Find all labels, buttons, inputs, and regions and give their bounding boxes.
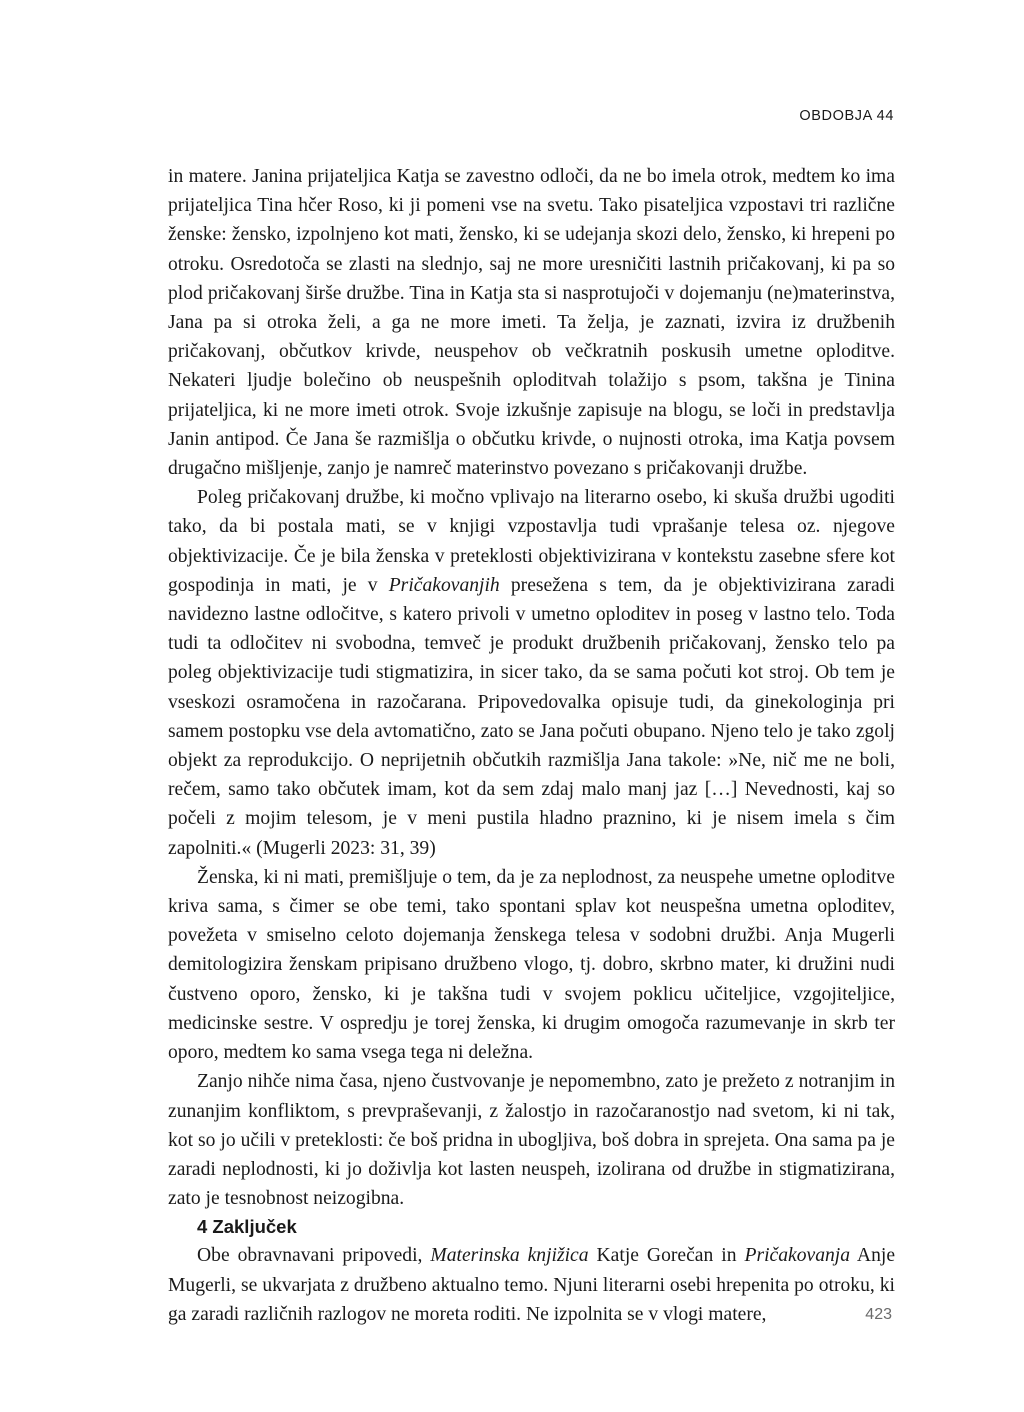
paragraph-4-text: Zanjo nihče nima časa, njeno čustvovanje je nepomembno, zato je prežeto z notranjim in zunanjim konfliktom, s prevpraševanji, z žalostjo in razočaranostjo nad svetom, ki ni tak, kot so jo učili v preteklosti: če boš pridna in ubogljiva, boš dobra in sprejeta. Ona sama pa je zaradi neplodnosti, ki jo doživlja kot lasten neuspeh, izolirana od družbe in stigmatizirana, zato je tesnobnost neizogibna. (168, 1071, 895, 1210)
paragraph-5-text-c: Anje Mugerli, se ukvarjata z družbeno aktualno temo. Njuni literarni osebi hrepenita po otroku, ki ga zaradi različnih razlogov ne moreta roditi. Ne izpolnita se v vlogi matere, (168, 1245, 896, 1325)
book-title-materinska-knjizica: Materinska knjižica (430, 1245, 589, 1267)
paragraph-2-text-b: presežena s tem, da je objektivizirana zaradi navidezno lastne odločitve, s katero privoli v umetno oploditev in poseg v lastno telo. Toda tudi ta odločitev ni svobodna, temveč je produkt družbenih pričakovanj, žensko telo pa poleg objektivizacije tudi stigmatizira, in sicer tako, da se sama počuti kot stroj. Ob tem je vseskozi osramočena in razočarana. Pripovedovalka opisuje tudi, da ginekologinja pri samem postopku vse dela avtomatično, zato se Jana počuti obupano. Njeno telo je tako zgolj objekt za reprodukcijo. O neprijetnih občutkih razmišlja Jana takole: »Ne, nič me ne boli, rečem, samo tako občutek imam, kot da sem zdaj malo manj jaz […] Nevednosti, kaj so počeli z mojim telesom, je v meni pustila hladno praznino, ki je nisem imela s čim zapolniti.« (Mugerli 2023: 31, 39) (168, 574, 895, 859)
book-title-pricakovanjih: Pričakovanjih (388, 574, 500, 596)
paragraph-3 (168, 863, 895, 1067)
section-heading-conclusion (168, 1213, 895, 1241)
paragraph-5-text-b: Katje Gorečan in (588, 1245, 745, 1267)
paragraph-2 (168, 483, 895, 863)
book-title-pricakovanja: Pričakovanja (744, 1245, 851, 1267)
page-number: 423 (865, 1306, 892, 1323)
paragraph-1 (168, 162, 895, 483)
page-body (168, 162, 895, 1329)
paragraph-5 (168, 1241, 895, 1329)
paragraph-1-text: in matere. Janina prijateljica Katja se zavestno odloči, da ne bo imela otrok, medtem ko ima prijateljica Tina hčer Roso, ki ji pomeni vse na svetu. Tako pisateljica vzpostavi tri različne ženske: žensko, izpolnjeno kot mati, žensko, ki se udejanja skozi delo, žensko, ki hrepeni po otroku. Osredotoča se zlasti na slednjo, saj ne more uresničiti lastnih pričakovanj, ki pa so plod pričakovanj širše družbe. Tina in Katja sta si nasprotujoči v dojemanju (ne)materinstva, Jana pa si otroka želi, a ga ne more imeti. Ta želja, je zaznati, izvira iz družbenih pričakovanj, občutkov krivde, neuspehov ob večkratnih poskusih umetne oploditve. Nekateri ljudje bolečino ob neuspešnih oploditvah tolažijo s psom, takšna je Tinina prijateljica, ki ne more imeti otrok. Svoje izkušnje zapisuje na blogu, se loči in predstavlja Janin antipod. Če Jana še razmišlja o občutku krivde, o nujnosti otroka, ima Katja povsem drugačno mišljenje, zanjo je namreč materinstvo povezano s pričakovanji družbe. (168, 166, 895, 480)
paragraph-2-text-a: Poleg pričakovanj družbe, ki močno vplivajo na literarno osebo, ki skuša družbi ugoditi tako, da bi postala mati, se v knjigi vzpostavlja tudi vprašanje telesa oz. njegove objektivizacije. Če je bila ženska v preteklosti objektivizirana v kontekstu zasebne sfere kot gospodinja in mati, je v (168, 487, 895, 596)
section-heading-text: 4 Zaključek (197, 1216, 297, 1238)
paragraph-3-text: Ženska, ki ni mati, premišljuje o tem, da je za neplodnost, za neuspehe umetne oploditve kriva sama, s čimer se obe temi, tako spontani splav kot neuspešna umetna oploditev, povežeta v smiselno celoto dojemanja ženskega telesa v sodobni družbi. Anja Mugerli demitologizira ženskam pripisano družbeno vlogo, tj. dobro, skrbno mater, ki družini nudi čustveno oporo, žensko, ki je takšna tudi v svojem poklicu učiteljice, vzgojiteljice, medicinske sestre. V ospredju je torej ženska, ki drugim omogoča razumevanje in skrb ter oporo, medtem ko sama vsega tega ni deležna. (168, 866, 895, 1064)
paragraph-5-text-a: Obe obravnavani pripovedi, (197, 1245, 431, 1267)
running-head: OBDOBJA 44 (799, 108, 894, 124)
paragraph-4 (168, 1067, 895, 1213)
